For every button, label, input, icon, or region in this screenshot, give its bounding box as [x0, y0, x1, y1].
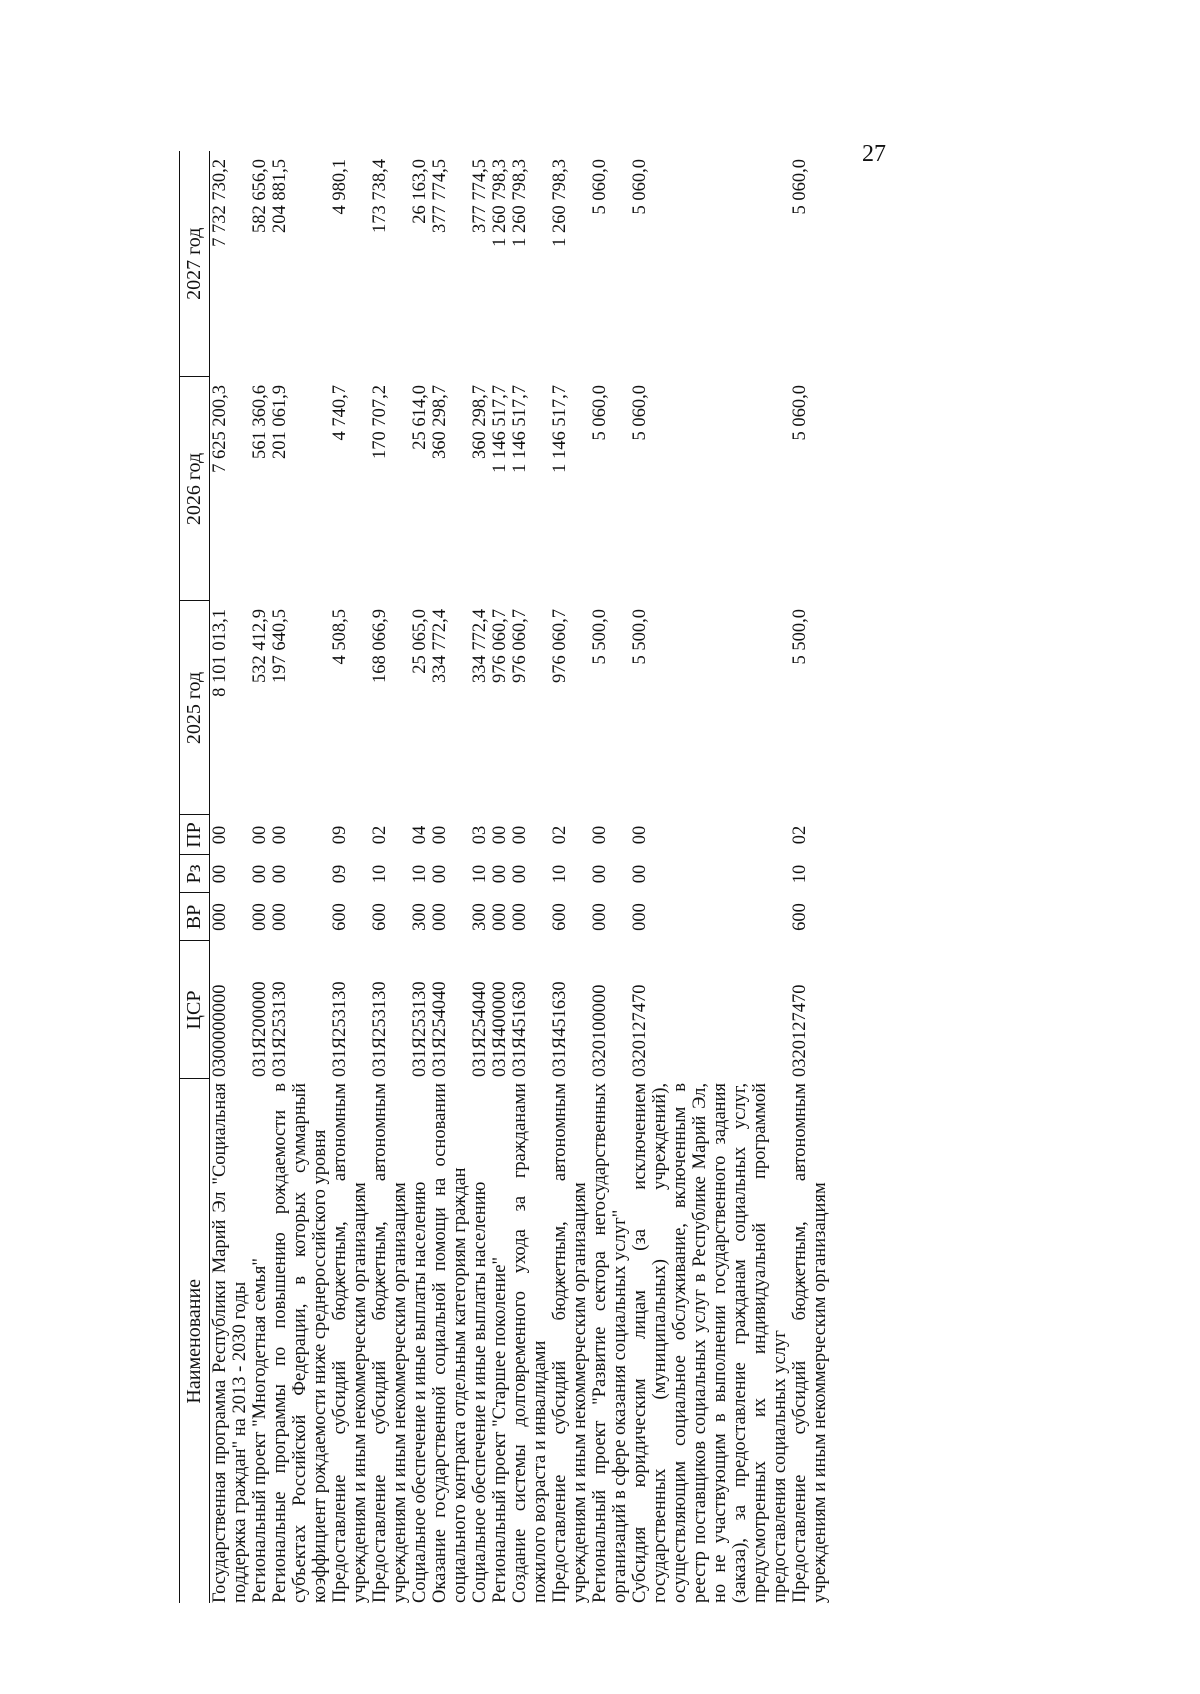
table-row: [430, 151, 470, 1603]
cell-rz: 00: [490, 864, 510, 884]
table-row: [790, 151, 830, 1603]
cell-csr: 0320127470: [630, 984, 650, 1077]
cell-2027: 1 260 798,3: [490, 159, 510, 247]
cell-2027: 5 060,0: [630, 159, 650, 215]
table-row: [510, 151, 550, 1603]
cell-2026: 561 360,6: [250, 385, 270, 459]
cell-2025: 976 060,7: [490, 609, 510, 683]
cell-name: Предоставление субсидий бюджетным, автономным учреждениям и иным некоммерческим организациям: [330, 1083, 370, 1603]
budget-table-rotated: [179, 151, 1179, 1603]
table-row: [250, 151, 270, 1603]
table-body: [210, 151, 831, 1603]
cell-name: Предоставление субсидий бюджетным, автономным учреждениям и иным некоммерческим организациям: [370, 1083, 410, 1603]
cell-2026: 5 060,0: [630, 385, 650, 441]
cell-rz: 10: [550, 864, 570, 884]
header-2027: 2027 год: [180, 151, 210, 377]
table-row: [370, 151, 410, 1603]
cell-2026: 25 614,0: [410, 385, 430, 450]
cell-2026: 7 625 200,3: [210, 385, 230, 473]
cell-pr: 00: [430, 825, 450, 845]
cell-csr: 031Я253130: [330, 981, 350, 1077]
cell-csr: 031Я253130: [270, 981, 290, 1077]
budget-table: [179, 151, 830, 1603]
cell-pr: 09: [330, 825, 350, 845]
cell-2027: 377 774,5: [470, 159, 490, 233]
cell-2027: 5 060,0: [790, 159, 810, 215]
cell-pr: 00: [490, 825, 510, 845]
cell-pr: 00: [250, 825, 270, 845]
cell-2025: 5 500,0: [590, 609, 610, 665]
cell-vr: 000: [430, 903, 450, 931]
cell-pr: 02: [370, 825, 390, 845]
cell-name: Региональные программы по повышению рождаемости в субъектах Российской Федерации, в которых суммарный коэффициент рождаемости ниже среднероссийского уровня: [270, 1083, 330, 1603]
table-row: [590, 151, 630, 1603]
cell-csr: 031Я254040: [470, 981, 490, 1077]
cell-2027: 173 738,4: [370, 159, 390, 233]
cell-csr: 0300000000: [210, 984, 230, 1077]
cell-2025: 4 508,5: [330, 609, 350, 665]
table-row: [550, 151, 590, 1603]
cell-rz: 00: [510, 864, 530, 884]
table-row: [410, 151, 430, 1603]
table-row: [490, 151, 510, 1603]
cell-pr: 00: [270, 825, 290, 845]
cell-csr: 0320127470: [790, 984, 810, 1077]
cell-2025: 334 772,4: [430, 609, 450, 683]
header-name: Наименование: [180, 1079, 210, 1603]
cell-vr: 000: [210, 903, 230, 931]
cell-vr: 600: [550, 903, 570, 931]
table-row: [630, 151, 790, 1603]
cell-2027: 4 980,1: [330, 159, 350, 215]
cell-name: Социальное обеспечение и иные выплаты населению: [410, 1181, 430, 1603]
table-row: [210, 151, 251, 1603]
header-pr: ПР: [180, 815, 210, 855]
cell-2027: 1 260 798,3: [550, 159, 570, 247]
cell-rz: 10: [410, 864, 430, 884]
cell-2026: 360 298,7: [470, 385, 490, 459]
cell-2025: 334 772,4: [470, 609, 490, 683]
cell-2026: 1 146 517,7: [510, 385, 530, 473]
cell-pr: 00: [590, 825, 610, 845]
cell-vr: 300: [410, 903, 430, 931]
cell-2026: 1 146 517,7: [550, 385, 570, 473]
cell-vr: 600: [330, 903, 350, 931]
cell-name: Субсидия юридическим лицам (за исключением государственных (муниципальных) учреждений), осуществляющим социальное обслуживание, включенным в реестр поставщиков социальных услуг в Республике Марий Эл, но не участвующим в выполнении государственного задания (заказа), за предоставление гражданам социальных услуг, предусмотренных их индивидуальной программой предоставления социальных услуг: [630, 1083, 790, 1603]
cell-rz: 00: [270, 864, 290, 884]
cell-csr: 031Я451630: [510, 981, 530, 1077]
cell-vr: 600: [790, 903, 810, 931]
table-header-row: [180, 151, 210, 1603]
cell-2026: 170 707,2: [370, 385, 390, 459]
table-row: [470, 151, 490, 1603]
cell-2025: 197 640,5: [270, 609, 290, 683]
cell-2026: 5 060,0: [790, 385, 810, 441]
cell-pr: 00: [210, 825, 230, 845]
cell-pr: 02: [550, 825, 570, 845]
cell-csr: 031Я200000: [250, 981, 270, 1077]
table-row: [270, 151, 330, 1603]
cell-2025: 5 500,0: [630, 609, 650, 665]
cell-rz: 09: [330, 864, 350, 884]
cell-csr: 031Я451630: [550, 981, 570, 1077]
cell-2027: 5 060,0: [590, 159, 610, 215]
cell-name: Региональный проект "Многодетная семья": [250, 1258, 270, 1603]
cell-pr: 00: [510, 825, 530, 845]
cell-vr: 000: [590, 903, 610, 931]
cell-vr: 000: [630, 903, 650, 931]
cell-vr: 000: [510, 903, 530, 931]
cell-name: Региональный проект "Развитие сектора негосударственных организаций в сфере оказания социальных услуг": [590, 1083, 630, 1603]
cell-rz: 10: [470, 864, 490, 884]
cell-2025: 5 500,0: [790, 609, 810, 665]
table-row: [330, 151, 370, 1603]
cell-rz: 00: [630, 864, 650, 884]
page-number: 27: [862, 141, 886, 167]
cell-rz: 10: [790, 864, 810, 884]
cell-vr: 600: [370, 903, 390, 931]
cell-vr: 000: [270, 903, 290, 931]
cell-vr: 300: [470, 903, 490, 931]
cell-2025: 976 060,7: [550, 609, 570, 683]
header-2026: 2026 год: [180, 377, 210, 601]
cell-2026: 5 060,0: [590, 385, 610, 441]
cell-name: Предоставление субсидий бюджетным, автономным учреждениям и иным некоммерческим организациям: [790, 1083, 830, 1603]
cell-2025: 25 065,0: [410, 609, 430, 674]
cell-csr: 031Я253130: [410, 981, 430, 1077]
cell-2027: 1 260 798,3: [510, 159, 530, 247]
cell-2025: 976 060,7: [510, 609, 530, 683]
cell-pr: 03: [470, 825, 490, 845]
cell-2026: 4 740,7: [330, 385, 350, 441]
cell-2027: 582 656,0: [250, 159, 270, 233]
cell-csr: 031Я253130: [370, 981, 390, 1077]
cell-vr: 000: [490, 903, 510, 931]
cell-name: Государственная программа Республики Марий Эл "Социальная поддержка граждан" на 2013 - 2030 годы: [210, 1083, 250, 1603]
cell-rz: 10: [370, 864, 390, 884]
cell-rz: 00: [590, 864, 610, 884]
cell-name: Создание системы долговременного ухода за гражданами пожилого возраста и инвалидами: [510, 1083, 550, 1603]
cell-2025: 532 412,9: [250, 609, 270, 683]
cell-2026: 201 061,9: [270, 385, 290, 459]
cell-csr: 031Я254040: [430, 981, 450, 1077]
cell-name: Оказание государственной социальной помощи на основании социального контракта отдельным категориям граждан: [430, 1083, 470, 1603]
header-2025: 2025 год: [180, 601, 210, 815]
cell-2026: 1 146 517,7: [490, 385, 510, 473]
cell-rz: 00: [210, 864, 230, 884]
cell-2025: 168 066,9: [370, 609, 390, 683]
cell-2027: 26 163,0: [410, 159, 430, 224]
cell-pr: 04: [410, 825, 430, 845]
cell-name: Региональный проект "Старшее поколение": [490, 1256, 510, 1603]
cell-name: Социальное обеспечение и иные выплаты населению: [470, 1181, 490, 1603]
cell-2027: 204 881,5: [270, 159, 290, 233]
cell-rz: 00: [430, 864, 450, 884]
cell-rz: 00: [250, 864, 270, 884]
cell-2025: 8 101 013,1: [210, 609, 230, 697]
cell-csr: 0320100000: [590, 984, 610, 1077]
cell-csr: 031Я400000: [490, 981, 510, 1077]
cell-2027: 377 774,5: [430, 159, 450, 233]
cell-2027: 7 732 730,2: [210, 159, 230, 247]
cell-pr: 00: [630, 825, 650, 845]
header-vr: ВР: [180, 893, 210, 941]
cell-vr: 000: [250, 903, 270, 931]
header-rz: Рз: [180, 855, 210, 893]
cell-2026: 360 298,7: [430, 385, 450, 459]
cell-name: Предоставление субсидий бюджетным, автономным учреждениям и иным некоммерческим организациям: [550, 1083, 590, 1603]
cell-pr: 02: [790, 825, 810, 845]
header-csr: ЦСР: [180, 941, 210, 1079]
